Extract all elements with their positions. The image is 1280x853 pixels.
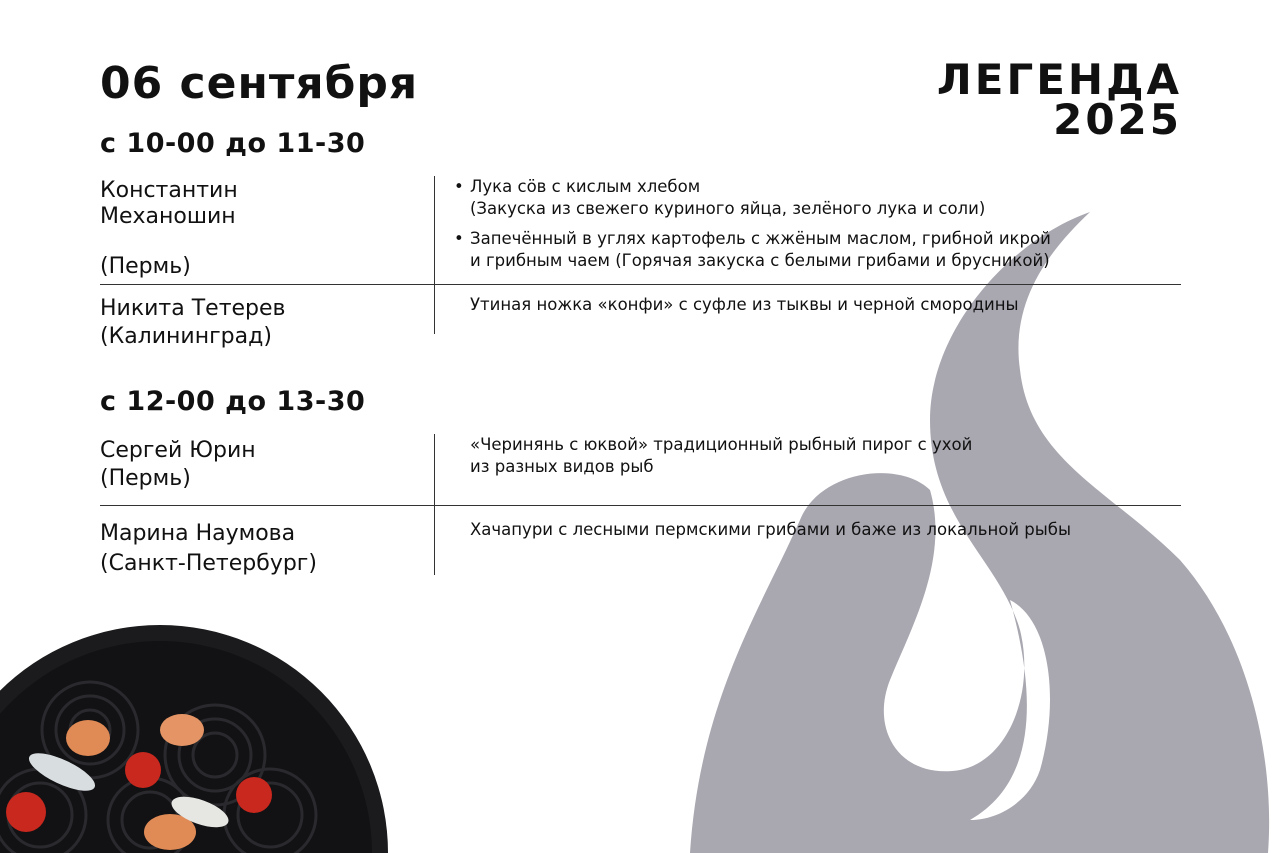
bullet-icon: • [454,229,464,248]
bullet-icon: • [454,177,464,196]
chef-name: Никита Тетерев [100,296,286,321]
brand-name: ЛЕГЕНДА [936,55,1182,104]
column-divider [434,505,435,575]
time-slot-2: с 12-00 до 13-30 [100,386,366,417]
column-divider [434,434,435,505]
brand-logo [936,55,1182,144]
chef-name: Сергей Юрин [100,438,256,463]
schedule-row [100,284,1181,349]
schedule-row [100,505,1181,575]
column-divider [434,176,435,284]
chef-city: (Пермь) [100,254,191,279]
schedule-row [100,176,1181,284]
dish-description: «Черинянь с юквой» традиционный рыбный пирог с ухой из разных видов рыб [470,435,973,476]
chef-city: (Калининград) [100,324,272,349]
list-item: • Лука сöв с кислым хлебом (Закуска из свежего куриного яйца, зелёного лука и соли) [454,177,986,218]
dish-list [454,176,1150,280]
list-item: • Запечённый в углях картофель с жжёным маслом, грибной икрой и грибным чаем (Горячая закуска с белыми грибами и брусникой) [454,229,1051,270]
chef-name: Константин Механошин [100,178,238,229]
schedule-row [100,434,1181,505]
event-date-title: 06 сентября [100,58,419,109]
dish-description: Хачапури с лесными пермскими грибами и баже из локальной рыбы [470,520,1071,539]
chef-name: Марина Наумова [100,521,296,546]
dish-description: Утиная ножка «конфи» с суфле из тыквы и черной смородины [470,295,1019,314]
brand-year: 2025 [1053,95,1182,144]
column-divider [434,284,435,334]
chef-city: (Пермь) [100,466,191,491]
time-slot-1: с 10-00 до 11-30 [100,128,366,159]
chef-city: (Санкт-Петербург) [100,551,317,576]
